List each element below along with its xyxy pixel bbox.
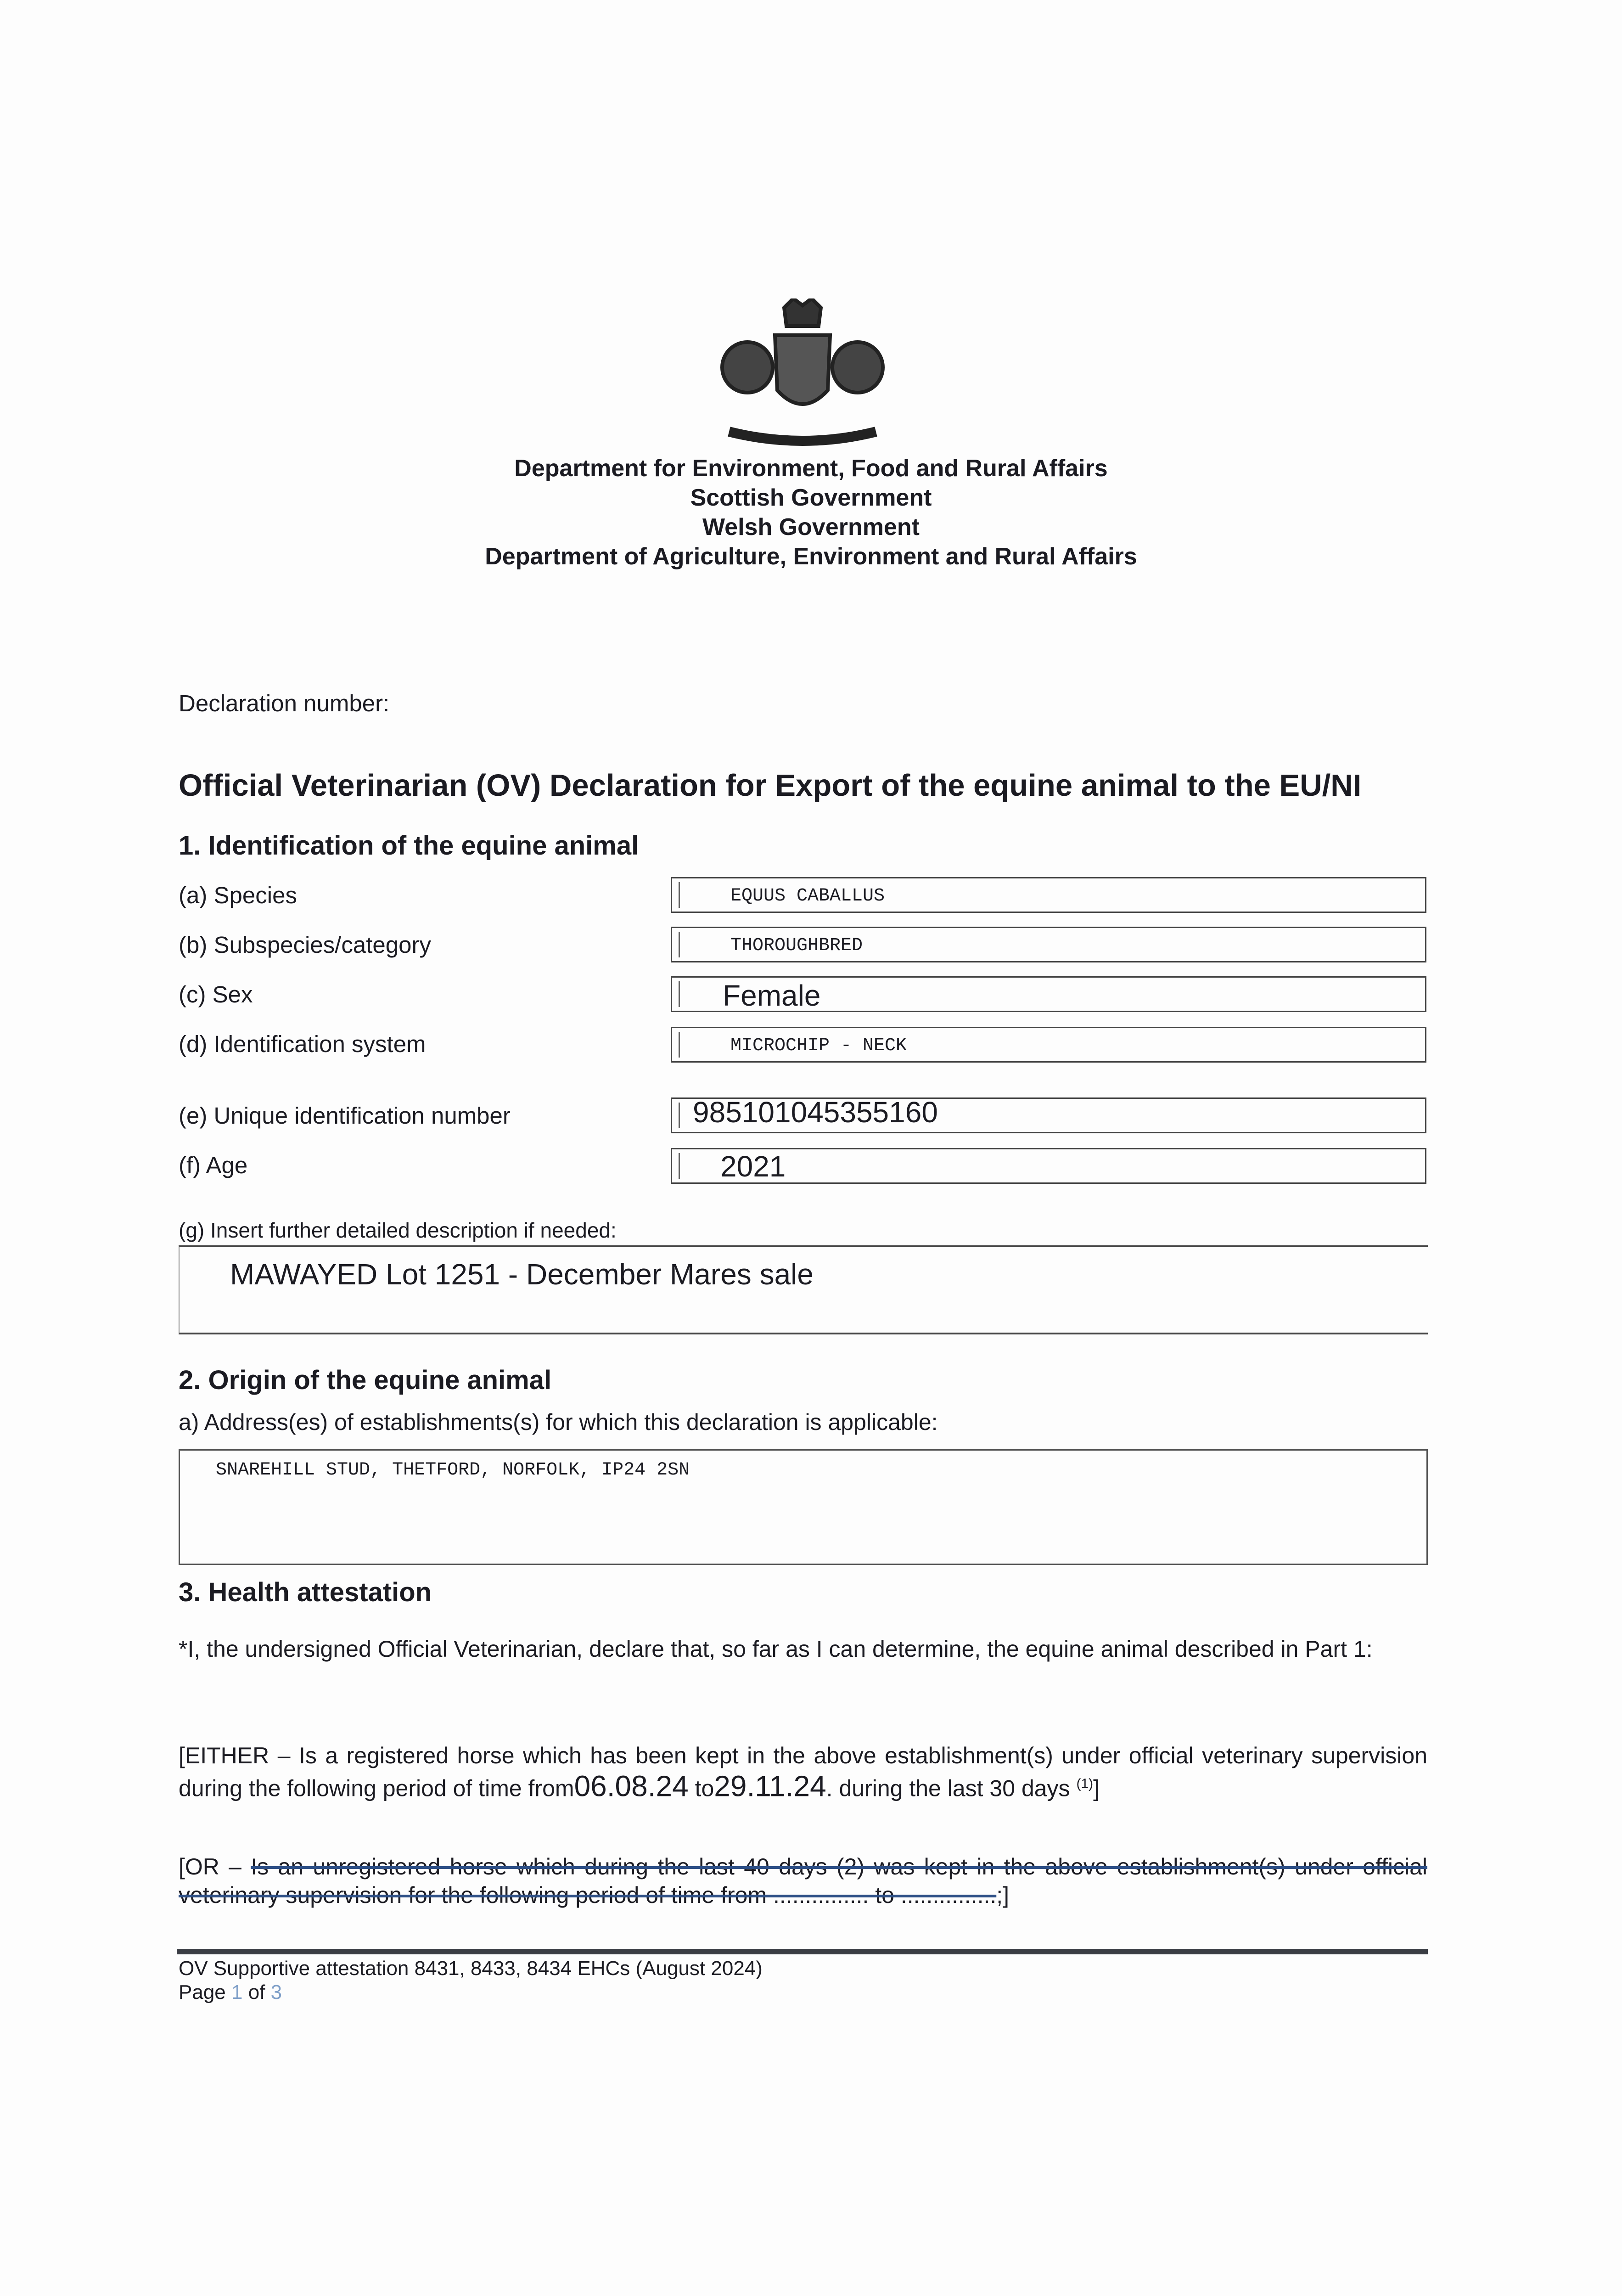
section1-heading: 1. Identification of the equine animal [179, 831, 639, 861]
description-field[interactable] [179, 1245, 1428, 1334]
page-current: 1 [231, 1981, 243, 2003]
sex-label: (c) Sex [179, 981, 253, 1007]
or-text-struck: Is an unregistered horse which during the last 40 days (2) was kept in the above establishment(s) under official veterinary supervision for the following period of time from ............... to ............... [179, 1854, 1428, 1908]
either-to-word: to [695, 1775, 714, 1801]
either-clause: [EITHER – Is a registered horse which has been kept in the above establishment(s) under official veterinary supervision during the following period of time from06.08.24 to29.11.24. during the last 30 days $^{(1)}$] [179, 1743, 1427, 1803]
page-indicator [179, 1981, 282, 2004]
age-label: (f) Age [179, 1152, 248, 1178]
uid-label: (e) Unique identification number [179, 1103, 511, 1129]
species-label: (a) Species [179, 882, 297, 908]
royal-coat-of-arms-icon [715, 298, 890, 448]
page-word: Page [179, 1981, 226, 2003]
page-total: 3 [270, 1981, 282, 2003]
id-system-value: MICROCHIP - NECK [730, 1035, 907, 1056]
or-prefix: [OR – [179, 1854, 251, 1880]
supervision-to-date: 29.11.24 [714, 1769, 826, 1803]
subspecies-field[interactable] [671, 927, 1426, 962]
uid-value: 985101045355160 [693, 1096, 938, 1129]
either-text: [EITHER – Is a registered horse which has been kept in the above establishment(s) under official veterinary supervision during the following period of time from [179, 1743, 1427, 1801]
of-word: of [248, 1981, 265, 2003]
header-daera: Department of Agriculture, Environment and Rural Affairs [485, 543, 1137, 570]
page-title: Official Veterinarian (OV) Declaration for Export of the equine animal to the EU/NI [179, 768, 1362, 803]
footer-reference: OV Supportive attestation 8431, 8433, 8434 EHCs (August 2024) [179, 1957, 763, 1980]
species-field[interactable] [671, 877, 1426, 913]
section2-heading: 2. Origin of the equine animal [179, 1365, 552, 1395]
either-tail: . during the last 30 days [826, 1775, 1070, 1801]
declaration-number-label: Declaration number: [179, 690, 390, 716]
uid-field[interactable] [671, 1097, 1426, 1133]
supervision-from-date: 06.08.24 [574, 1769, 689, 1803]
id-system-label: (d) Identification system [179, 1031, 426, 1057]
age-field[interactable] [671, 1148, 1426, 1184]
or-clause [179, 1852, 1427, 1909]
address-field[interactable] [179, 1449, 1428, 1565]
species-value: EQUUS CABALLUS [730, 886, 885, 906]
id-system-field[interactable] [671, 1027, 1426, 1063]
subspecies-label: (b) Subspecies/category [179, 932, 431, 958]
attestation-intro: *I, the undersigned Official Veterinarian, declare that, so far as I can determine, the equine animal described in Part 1: [179, 1636, 1373, 1662]
sex-value: Female [723, 979, 821, 1012]
header-dept-defra: Department for Environment, Food and Rural Affairs [514, 455, 1108, 482]
description-value: MAWAYED Lot 1251 - December Mares sale [230, 1258, 814, 1291]
subspecies-value: THOROUGHBRED [730, 935, 863, 956]
or-tail: ;] [996, 1882, 1010, 1908]
footnote-ref-1: (1) [1076, 1776, 1094, 1791]
address-value: SNAREHILL STUD, THETFORD, NORFOLK, IP24 2SN [216, 1460, 690, 1480]
section3-heading: 3. Health attestation [179, 1577, 432, 1607]
footer-rule [177, 1949, 1428, 1954]
description-label: (g) Insert further detailed description if needed: [179, 1218, 617, 1242]
age-value: 2021 [720, 1150, 786, 1183]
address-label: a) Address(es) of establishments(s) for which this declaration is applicable: [179, 1409, 938, 1435]
header-welsh-gov: Welsh Government [702, 514, 920, 540]
sex-field[interactable] [671, 976, 1426, 1012]
header-scottish-gov: Scottish Government [690, 484, 932, 511]
